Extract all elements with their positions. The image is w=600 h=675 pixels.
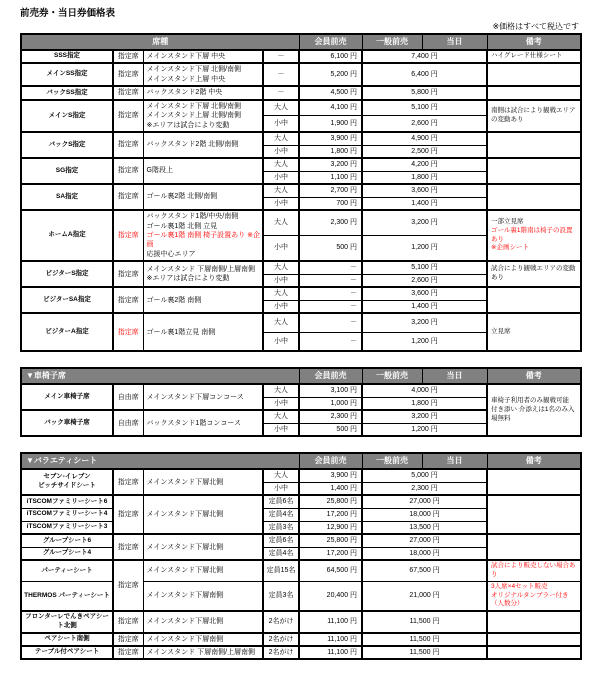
age-category-cell: 小中 [263, 274, 299, 287]
general-day-price-cell: 1,200 円 [362, 236, 487, 262]
remarks-cell: 試合により観戦エリアの変動あり [487, 261, 581, 287]
cell-line: メインスタンド 下層南側/上層南側 [146, 265, 256, 273]
age-category-cell: 大人 [263, 313, 299, 332]
age-category-cell: 大人 [263, 287, 299, 300]
member-price-cell: 12,900 円 [299, 521, 362, 534]
table-row [21, 100, 581, 116]
general-day-price-cell: 27,000 円 [362, 495, 487, 508]
age-category-cell: 大人 [263, 210, 299, 236]
remarks-cell: 南側は試合により観戦エリアの変動あり [487, 100, 581, 132]
cell-line: 3人席×4セット販売 [491, 582, 548, 590]
remarks-cell [487, 86, 581, 99]
cell-line: ※企画シート [491, 244, 529, 252]
seat-name-cell: メインSS指定 [21, 63, 113, 86]
age-category-cell: 大人 [263, 410, 299, 423]
col-header-remarks: 備考 [487, 34, 581, 50]
age-category-cell: 小中 [263, 171, 299, 184]
age-category-cell: 小中 [263, 116, 299, 132]
seat-name-cell: メイン車椅子席 [21, 384, 113, 410]
col-header-member-advance: 会員前売 [299, 453, 362, 469]
seat-type-cell: 自由席 [113, 410, 143, 436]
seat-name-cell: iTSCOMファミリーシート3 [21, 521, 113, 534]
seat-type-cell: 指定席 [113, 100, 143, 132]
age-category-cell: 大人 [263, 158, 299, 171]
table-row [21, 633, 581, 646]
age-category-cell: － [263, 50, 299, 63]
col-header-general-advance: 一般前売 [362, 368, 422, 384]
cell-line: ゴール裏1階 南側 椅子設置あり ※企画 [146, 231, 260, 249]
price-table-variety [20, 452, 582, 660]
seat-location-cell: メインスタンド下層北側 [143, 534, 263, 560]
seat-name-cell [21, 469, 113, 495]
seat-name-cell: メインS指定 [21, 100, 113, 132]
member-price-cell: 11,100 円 [299, 611, 362, 633]
seat-type-cell: 指定席 [113, 158, 143, 184]
age-category-cell: － [263, 86, 299, 99]
cell-line: ピッチサイドシート [38, 482, 96, 490]
table-row [21, 50, 581, 63]
remarks-cell [487, 158, 581, 184]
col-header-member-advance: 会員前売 [299, 34, 362, 50]
member-price-cell: － [299, 300, 362, 313]
general-day-price-cell: 18,000 円 [362, 547, 487, 560]
age-category-cell: 小中 [263, 236, 299, 262]
age-category-cell: 2名がけ [263, 611, 299, 633]
cell-line: ※エリアは試合により変動 [146, 275, 230, 283]
age-category-cell: 定員3名 [263, 581, 299, 611]
table-row [21, 158, 581, 171]
table-row [21, 313, 581, 332]
table-row [21, 287, 581, 300]
member-price-cell: 17,200 円 [299, 508, 362, 521]
member-price-cell: 2,700 円 [299, 184, 362, 197]
seat-type-cell: 指定席 [113, 50, 143, 63]
tax-note: ※価格はすべて税込です [492, 22, 579, 31]
member-price-cell: 1,800 円 [299, 145, 362, 158]
member-price-cell: － [299, 332, 362, 351]
seat-name-cell: iTSCOMファミリーシート6 [21, 495, 113, 508]
general-day-price-cell: 18,000 円 [362, 508, 487, 521]
remarks-cell: 立見席 [487, 313, 581, 351]
general-day-price-cell: 4,000 円 [362, 384, 487, 397]
seat-location-cell: ゴール裏1階立見 南側 [143, 313, 263, 351]
seat-type-cell: 指定席 [113, 534, 143, 560]
seat-location-cell: メインスタンド下層南側 [143, 633, 263, 646]
member-price-cell: 1,900 円 [299, 116, 362, 132]
age-category-cell: 大人 [263, 469, 299, 482]
col-header-seat-type: 席種 [21, 34, 299, 50]
seat-location-cell: メインスタンド下層コンコース [143, 384, 263, 410]
cell-line: 一部立見席 [491, 218, 524, 226]
table-row [21, 469, 581, 482]
general-day-price-cell: 7,400 円 [362, 50, 487, 63]
general-day-price-cell: 1,400 円 [362, 300, 487, 313]
seat-location-cell: メインスタンド下層北側 [143, 495, 263, 534]
seat-location-cell [143, 210, 263, 261]
member-price-cell: 6,100 円 [299, 50, 362, 63]
age-category-cell: 大人 [263, 261, 299, 274]
general-day-price-cell: 3,200 円 [362, 210, 487, 236]
seat-type-cell: 指定席 [113, 646, 143, 659]
col-header-same-day: 当日 [422, 368, 487, 384]
cell-line: セブン-イレブン [43, 473, 91, 481]
remarks-cell [487, 184, 581, 210]
member-price-cell: 1,100 円 [299, 171, 362, 184]
age-category-cell: 小中 [263, 197, 299, 210]
general-day-price-cell: 5,800 円 [362, 86, 487, 99]
table-row [21, 534, 581, 547]
member-price-cell: 3,200 円 [299, 158, 362, 171]
member-price-cell: 20,400 円 [299, 581, 362, 611]
seat-type-cell: 自由席 [113, 384, 143, 410]
seat-type-cell: 指定席 [113, 63, 143, 86]
age-category-cell: 定員3名 [263, 521, 299, 534]
seat-name-cell: ホームA指定 [21, 210, 113, 261]
seat-location-cell: バックスタンド2階 北側/南側 [143, 132, 263, 158]
age-category-cell: 小中 [263, 145, 299, 158]
age-category-cell: 大人 [263, 184, 299, 197]
seat-type-cell: 指定席 [113, 560, 143, 611]
col-header-remarks: 備考 [487, 453, 581, 469]
member-price-cell: 3,900 円 [299, 469, 362, 482]
age-category-cell: 小中 [263, 300, 299, 313]
header-row [21, 34, 581, 50]
age-category-cell: 定員4名 [263, 547, 299, 560]
seat-location-cell [143, 100, 263, 132]
member-price-cell: 500 円 [299, 236, 362, 262]
price-table-wheelchair [20, 367, 582, 437]
cell-line: ※エリアは試合により変動 [146, 121, 230, 129]
member-price-cell: － [299, 274, 362, 287]
cell-line: メインスタンド下層 北側/南側 [146, 66, 242, 74]
remarks-cell [487, 287, 581, 313]
age-category-cell: 定員6名 [263, 534, 299, 547]
seat-location-cell: メインスタンド下層 中央 [143, 50, 263, 63]
member-price-cell: 2,300 円 [299, 410, 362, 423]
col-header-same-day: 当日 [422, 453, 487, 469]
price-table-main [20, 33, 582, 352]
table-row [21, 611, 581, 633]
header-row [21, 368, 581, 384]
general-day-price-cell: 5,100 円 [362, 261, 487, 274]
seat-location-cell: メインスタンド下層北側 [143, 469, 263, 495]
seat-location-cell: メインスタンド下層北側 [143, 560, 263, 581]
seat-type-cell: 指定席 [113, 469, 143, 495]
col-header-same-day: 当日 [422, 34, 487, 50]
seat-name-cell: パーティーシート [21, 560, 113, 581]
seat-name-cell: グループシート4 [21, 547, 113, 560]
table-row [21, 210, 581, 236]
remarks-cell [487, 534, 581, 560]
general-day-price-cell: 5,100 円 [362, 100, 487, 116]
cell-line: メインスタンド下層 北側/南側 [146, 102, 242, 110]
member-price-cell: 25,800 円 [299, 534, 362, 547]
age-category-cell: 2名がけ [263, 633, 299, 646]
seat-name-cell: SG指定 [21, 158, 113, 184]
general-day-price-cell: 4,900 円 [362, 132, 487, 145]
cell-line: 応援中心エリア [146, 250, 196, 258]
member-price-cell: 25,800 円 [299, 495, 362, 508]
member-price-cell: 64,500 円 [299, 560, 362, 581]
table-row [21, 261, 581, 274]
seat-type-cell: 指定席 [113, 132, 143, 158]
age-category-cell: 定員6名 [263, 495, 299, 508]
section-title-wheelchair: ▼車椅子席 [21, 368, 299, 384]
member-price-cell: 3,900 円 [299, 132, 362, 145]
price-tables [20, 33, 580, 675]
col-header-remarks: 備考 [487, 368, 581, 384]
member-price-cell: 5,200 円 [299, 63, 362, 86]
table-row [21, 560, 581, 581]
col-header-general-advance: 一般前売 [362, 34, 422, 50]
member-price-cell: 1,000 円 [299, 397, 362, 410]
seat-name-cell: バックSS指定 [21, 86, 113, 99]
col-header-member-advance: 会員前売 [299, 368, 362, 384]
general-day-price-cell: 67,500 円 [362, 560, 487, 581]
cell-line: ゴール裏1階南は椅子の設置あり [491, 226, 573, 243]
seat-name-cell: ビジターA指定 [21, 313, 113, 351]
seat-location-cell: ゴール裏2階 南側 [143, 287, 263, 313]
member-price-cell: 1,400 円 [299, 482, 362, 495]
remarks-cell [487, 495, 581, 534]
col-header-general-advance: 一般前売 [362, 453, 422, 469]
member-price-cell: 2,300 円 [299, 210, 362, 236]
age-category-cell: － [263, 63, 299, 86]
member-price-cell: 4,100 円 [299, 100, 362, 116]
seat-name-cell: ビジターSA指定 [21, 287, 113, 313]
seat-type-cell: 指定席 [113, 611, 143, 633]
member-price-cell: 11,100 円 [299, 646, 362, 659]
age-category-cell: 小中 [263, 423, 299, 436]
general-day-price-cell: 3,600 円 [362, 184, 487, 197]
remarks-cell [487, 646, 581, 659]
seat-name-cell: ビジターS指定 [21, 261, 113, 287]
header-row [21, 453, 581, 469]
general-day-price-cell: 3,200 円 [362, 410, 487, 423]
general-day-price-cell: 2,600 円 [362, 116, 487, 132]
member-price-cell: 11,100 円 [299, 633, 362, 646]
seat-name-cell: SSS指定 [21, 50, 113, 63]
seat-name-cell: フロンターレでんきペアシート北側 [21, 611, 113, 633]
cell-line: 試合により販売しない場合あり [491, 562, 576, 579]
member-price-cell: 500 円 [299, 423, 362, 436]
section-title-variety: ▼バラエティシート [21, 453, 299, 469]
general-day-price-cell: 27,000 円 [362, 534, 487, 547]
general-day-price-cell: 1,800 円 [362, 397, 487, 410]
cell-line: 付き添い 介添えは1名のみ入場無料 [491, 405, 575, 422]
seat-name-cell: SA指定 [21, 184, 113, 210]
cell-line: 車椅子利用者のみ観戦可能 [491, 397, 570, 405]
seat-name-cell: THERMOS パーティーシート [21, 581, 113, 611]
seat-location-cell: メインスタンド下層北側 [143, 611, 263, 633]
seat-location-cell: ゴール裏2階 北側/南側 [143, 184, 263, 210]
age-category-cell: 定員15名 [263, 560, 299, 581]
seat-location-cell [143, 261, 263, 287]
general-day-price-cell: 21,000 円 [362, 581, 487, 611]
general-day-price-cell: 6,400 円 [362, 63, 487, 86]
age-category-cell: 小中 [263, 332, 299, 351]
seat-type-cell: 指定席 [113, 86, 143, 99]
seat-name-cell: バック車椅子席 [21, 410, 113, 436]
table-row [21, 581, 581, 611]
remarks-cell [487, 560, 581, 581]
seat-name-cell: グループシート6 [21, 534, 113, 547]
seat-name-cell: iTSCOMファミリーシート4 [21, 508, 113, 521]
general-day-price-cell: 1,400 円 [362, 197, 487, 210]
seat-location-cell: G階段上 [143, 158, 263, 184]
seat-type-cell: 指定席 [113, 633, 143, 646]
remarks-cell [487, 581, 581, 611]
page-title: 前売券・当日券価格表 [20, 8, 116, 19]
table-row [21, 132, 581, 145]
age-category-cell: 2名がけ [263, 646, 299, 659]
remarks-cell [487, 469, 581, 495]
age-category-cell: 小中 [263, 397, 299, 410]
remarks-cell [487, 132, 581, 158]
seat-location-cell [143, 63, 263, 86]
member-price-cell: 3,100 円 [299, 384, 362, 397]
member-price-cell: － [299, 261, 362, 274]
general-day-price-cell: 2,300 円 [362, 482, 487, 495]
remarks-cell [487, 63, 581, 86]
general-day-price-cell: 2,600 円 [362, 274, 487, 287]
seat-name-cell: テーブル付ペアシート [21, 646, 113, 659]
table-row [21, 63, 581, 86]
age-category-cell: 小中 [263, 482, 299, 495]
seat-type-cell: 指定席 [113, 287, 143, 313]
general-day-price-cell: 2,500 円 [362, 145, 487, 158]
seat-location-cell: メインスタンド下層南側 [143, 581, 263, 611]
general-day-price-cell: 4,200 円 [362, 158, 487, 171]
table-row [21, 384, 581, 397]
age-category-cell: 大人 [263, 132, 299, 145]
table-row [21, 646, 581, 659]
table-row [21, 184, 581, 197]
general-day-price-cell: 3,600 円 [362, 287, 487, 300]
age-category-cell: 定員4名 [263, 508, 299, 521]
general-day-price-cell: 11,500 円 [362, 646, 487, 659]
cell-line: オリジナルタンブラー付き（人数分） [491, 591, 569, 608]
seat-type-cell: 指定席 [113, 184, 143, 210]
age-category-cell: 大人 [263, 384, 299, 397]
seat-location-cell: メインスタンド 下層南側/上層南側 [143, 646, 263, 659]
table-row [21, 495, 581, 508]
general-day-price-cell: 1,200 円 [362, 332, 487, 351]
age-category-cell: 大人 [263, 100, 299, 116]
seat-type-cell: 指定席 [113, 495, 143, 534]
general-day-price-cell: 11,500 円 [362, 611, 487, 633]
remarks-cell [487, 384, 581, 436]
general-day-price-cell: 1,200 円 [362, 423, 487, 436]
cell-line: ゴール裏1階 北側 立見 [146, 222, 218, 230]
seat-name-cell: ペアシート南側 [21, 633, 113, 646]
general-day-price-cell: 11,500 円 [362, 633, 487, 646]
member-price-cell: 700 円 [299, 197, 362, 210]
member-price-cell: 4,500 円 [299, 86, 362, 99]
remarks-cell [487, 611, 581, 633]
cell-line: メインスタンド上層 中央 [146, 75, 226, 83]
general-day-price-cell: 13,500 円 [362, 521, 487, 534]
remarks-cell [487, 633, 581, 646]
seat-type-cell: 指定席 [113, 313, 143, 351]
general-day-price-cell: 5,000 円 [362, 469, 487, 482]
table-row [21, 86, 581, 99]
member-price-cell: － [299, 313, 362, 332]
remarks-cell: ハイグレード仕様シート [487, 50, 581, 63]
seat-location-cell: バックスタンド1階コンコース [143, 410, 263, 436]
cell-line: バックスタンド1階/中央/南側 [146, 213, 239, 221]
member-price-cell: － [299, 287, 362, 300]
member-price-cell: 17,200 円 [299, 547, 362, 560]
general-day-price-cell: 3,200 円 [362, 313, 487, 332]
seat-location-cell: バックスタンド2階 中央 [143, 86, 263, 99]
cell-line: メインスタンド上層 北側/南側 [146, 112, 242, 120]
general-day-price-cell: 1,800 円 [362, 171, 487, 184]
seat-type-cell: 指定席 [113, 210, 143, 261]
remarks-cell [487, 210, 581, 261]
seat-name-cell: バックS指定 [21, 132, 113, 158]
seat-type-cell: 指定席 [113, 261, 143, 287]
